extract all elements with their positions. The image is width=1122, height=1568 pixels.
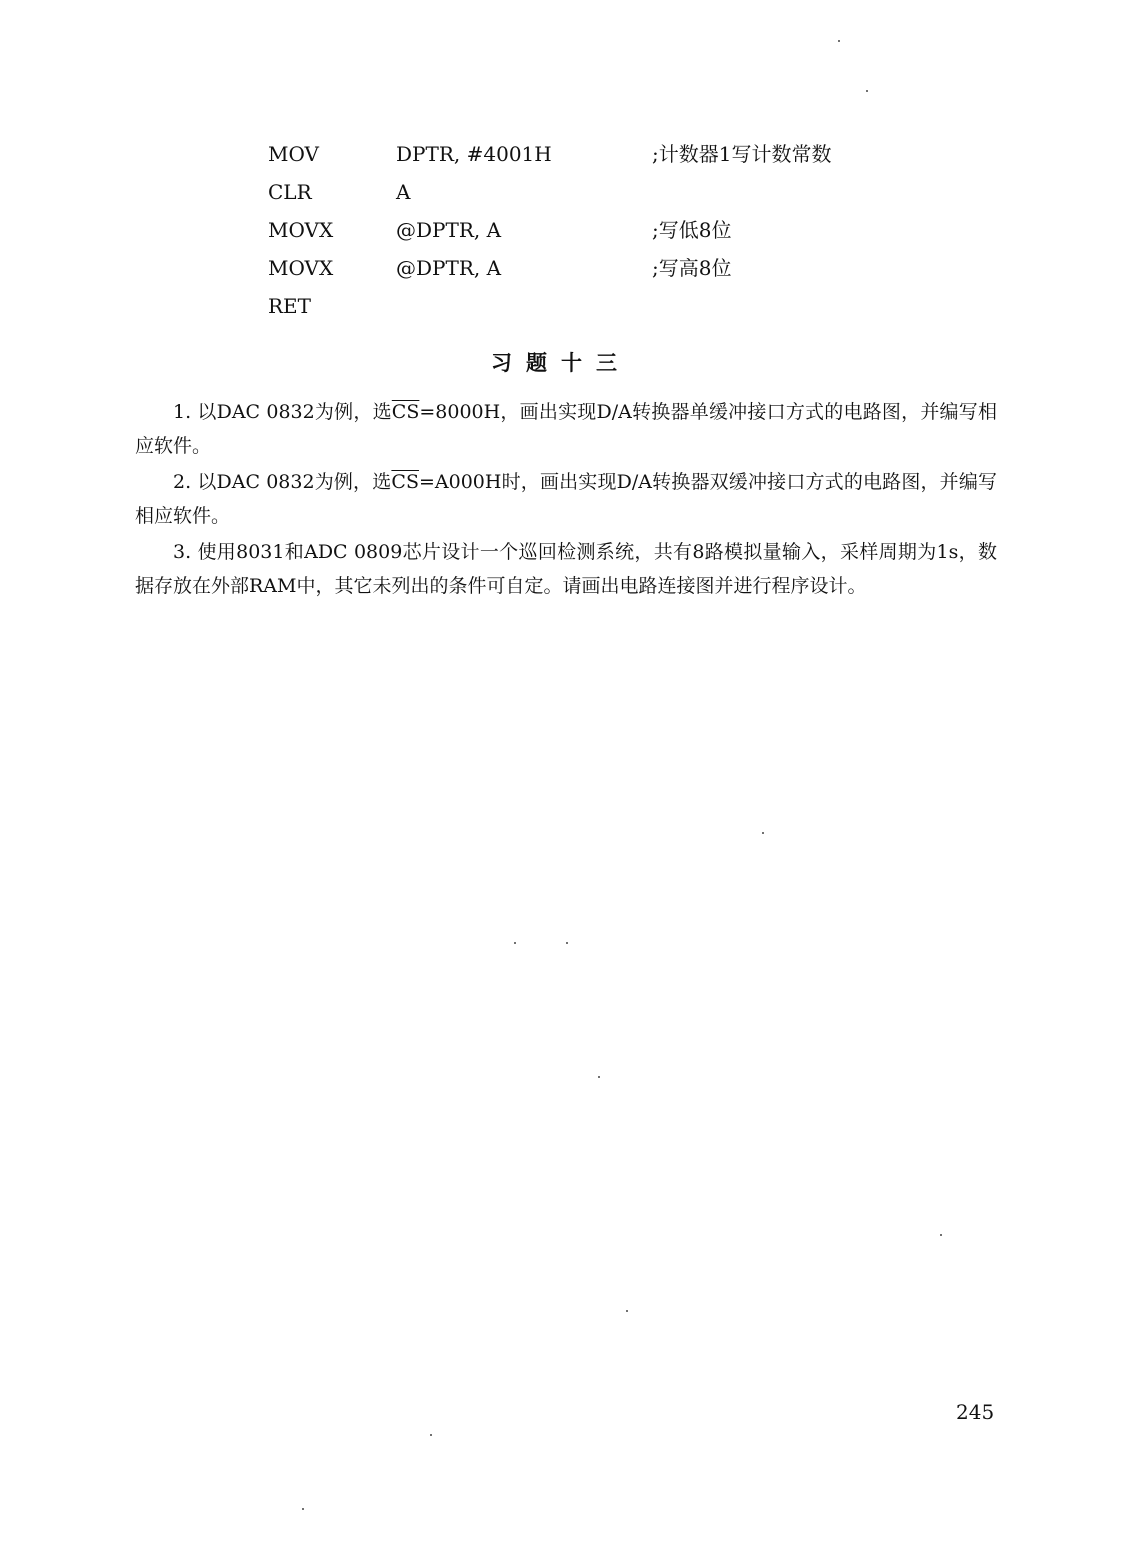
code-line: [268, 214, 968, 252]
code-line: [268, 176, 968, 214]
scan-speck: [940, 1234, 942, 1236]
exercise-list: [135, 395, 997, 605]
exercise-text: =8000H，画出实现D/A转换器单缓冲接口方式的电路图，并编写相应软件。: [135, 401, 997, 457]
code-instruction: RET: [268, 294, 311, 318]
exercise-text: 2. 以DAC 0832为例，选: [173, 471, 392, 493]
code-instruction: MOV: [268, 142, 319, 166]
code-comment: ;写低8位: [652, 218, 732, 242]
exercise-item: [135, 395, 997, 463]
scan-speck: [838, 40, 840, 42]
code-operand: @DPTR, A: [396, 218, 502, 242]
code-operand: DPTR, #4001H: [396, 142, 552, 166]
code-line: [268, 252, 968, 290]
code-line: [268, 138, 968, 176]
scan-speck: [514, 942, 516, 944]
scan-speck: [566, 942, 568, 944]
scan-speck: [762, 832, 764, 834]
code-operand: A: [396, 180, 411, 204]
scan-speck: [598, 1076, 600, 1078]
page-number: 245: [956, 1400, 995, 1424]
exercise-text: =A000H时，画出实现D/A转换器双缓冲接口方式的电路图，并编写相应软件。: [135, 471, 997, 527]
cs-signal: $\overline{CS}$: [391, 401, 420, 423]
exercise-item: [135, 535, 997, 603]
section-title: 习题十三: [491, 351, 631, 375]
code-comment: ;写高8位: [652, 256, 732, 280]
code-listing: [268, 138, 968, 328]
scan-speck: [626, 1310, 628, 1312]
code-operand: @DPTR, A: [396, 256, 502, 280]
scan-speck: [430, 1434, 432, 1436]
exercise-text: 3. 使用8031和ADC 0809芯片设计一个巡回检测系统，共有8路模拟量输入，采样周期为1s，数据存放在外部RAM中，其它未列出的条件可自定。请画出电路连接图并进行程序设计。: [135, 541, 997, 597]
cs-signal: $\overline{CS}$: [391, 471, 419, 493]
code-line: [268, 290, 968, 328]
exercise-item: [135, 465, 997, 533]
code-instruction: MOVX: [268, 256, 334, 280]
scan-speck: [302, 1508, 304, 1510]
code-comment: ;计数器1写计数常数: [652, 142, 832, 166]
exercise-text: 1. 以DAC 0832为例，选: [173, 401, 392, 423]
code-instruction: MOVX: [268, 218, 334, 242]
scan-speck: [866, 90, 868, 92]
code-instruction: CLR: [268, 180, 312, 204]
